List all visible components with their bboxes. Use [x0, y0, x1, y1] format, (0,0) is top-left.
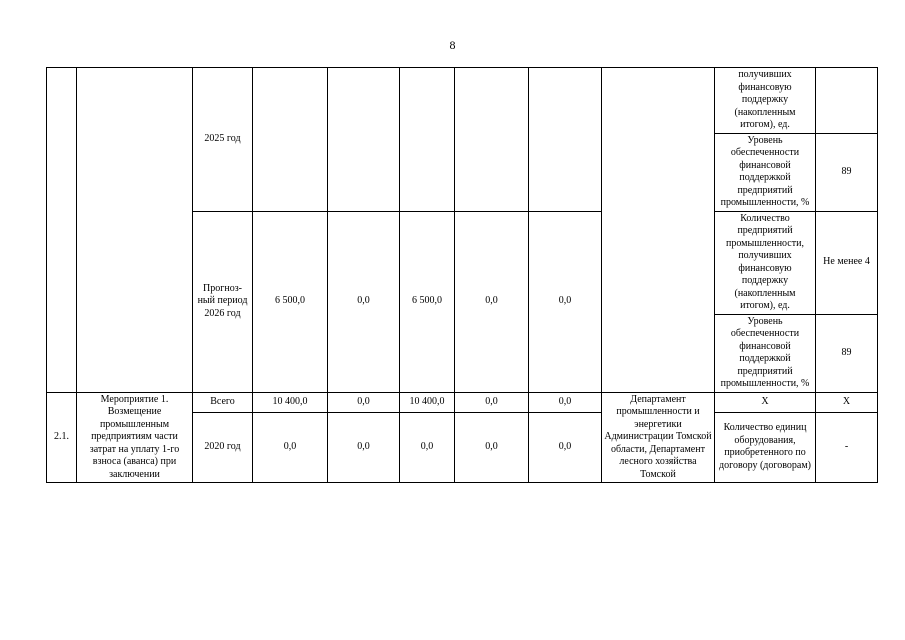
value-level-2025: 89: [816, 133, 878, 211]
reg-2020: 0,0: [400, 412, 455, 482]
indicator-count-2025: получивших финансовую поддержку (накопленным итогом), ед.: [715, 68, 816, 134]
period-2020: 2020 год: [193, 412, 253, 482]
indicator-level-2025: Уровень обеспеченности финансовой поддержкой предприятий промышленности, %: [715, 133, 816, 211]
indicator-2020: Количество единиц оборудования, приобретенного по договору (договорам): [715, 412, 816, 482]
value-all: X: [816, 392, 878, 412]
indicator-count-2026: Количество предприятий промышленности, получивших финансовую поддержку (накопленным итогом), ед.: [715, 211, 816, 314]
other-2026: 0,0: [529, 211, 602, 392]
indicator-level-2026: Уровень обеспеченности финансовой поддержкой предприятий промышленности, %: [715, 314, 816, 392]
reg-2025: [400, 68, 455, 212]
measure-executor: Департамент промышленности и энергетики Администрации Томской области, Департамент лесного хозяйства Томской: [602, 392, 715, 483]
local-2026: 0,0: [455, 211, 529, 392]
total-2026: 6 500,0: [253, 211, 328, 392]
table-row: [47, 68, 878, 134]
total-2025: [253, 68, 328, 212]
number-cell-empty: [47, 68, 77, 393]
other-all: 0,0: [529, 392, 602, 412]
measure-name: Мероприятие 1. Возмещение промышленным предприятиям части затрат на уплату 1-го взноса (аванса) при заключении: [77, 392, 193, 483]
fed-2020: 0,0: [328, 412, 400, 482]
measure-number: 2.1.: [47, 392, 77, 483]
fed-2026: 0,0: [328, 211, 400, 392]
program-table: [46, 67, 878, 483]
period-all: Всего: [193, 392, 253, 412]
table-row: [47, 392, 878, 412]
value-level-2026: 89: [816, 314, 878, 392]
other-2025: [529, 68, 602, 212]
total-all: 10 400,0: [253, 392, 328, 412]
local-2020: 0,0: [455, 412, 529, 482]
other-2020: 0,0: [529, 412, 602, 482]
page-number: 8: [449, 38, 456, 52]
local-2025: [455, 68, 529, 212]
value-count-2026: Не менее 4: [816, 211, 878, 314]
local-all: 0,0: [455, 392, 529, 412]
executor-cell-empty: [602, 68, 715, 393]
reg-all: 10 400,0: [400, 392, 455, 412]
period-2026: Прогноз-ный период 2026 год: [193, 211, 253, 392]
value-2020: -: [816, 412, 878, 482]
value-count-2025: [816, 68, 878, 134]
indicator-all: X: [715, 392, 816, 412]
fed-all: 0,0: [328, 392, 400, 412]
reg-2026: 6 500,0: [400, 211, 455, 392]
fed-2025: [328, 68, 400, 212]
period-2025: 2025 год: [193, 68, 253, 212]
name-cell-empty: [77, 68, 193, 393]
total-2020: 0,0: [253, 412, 328, 482]
